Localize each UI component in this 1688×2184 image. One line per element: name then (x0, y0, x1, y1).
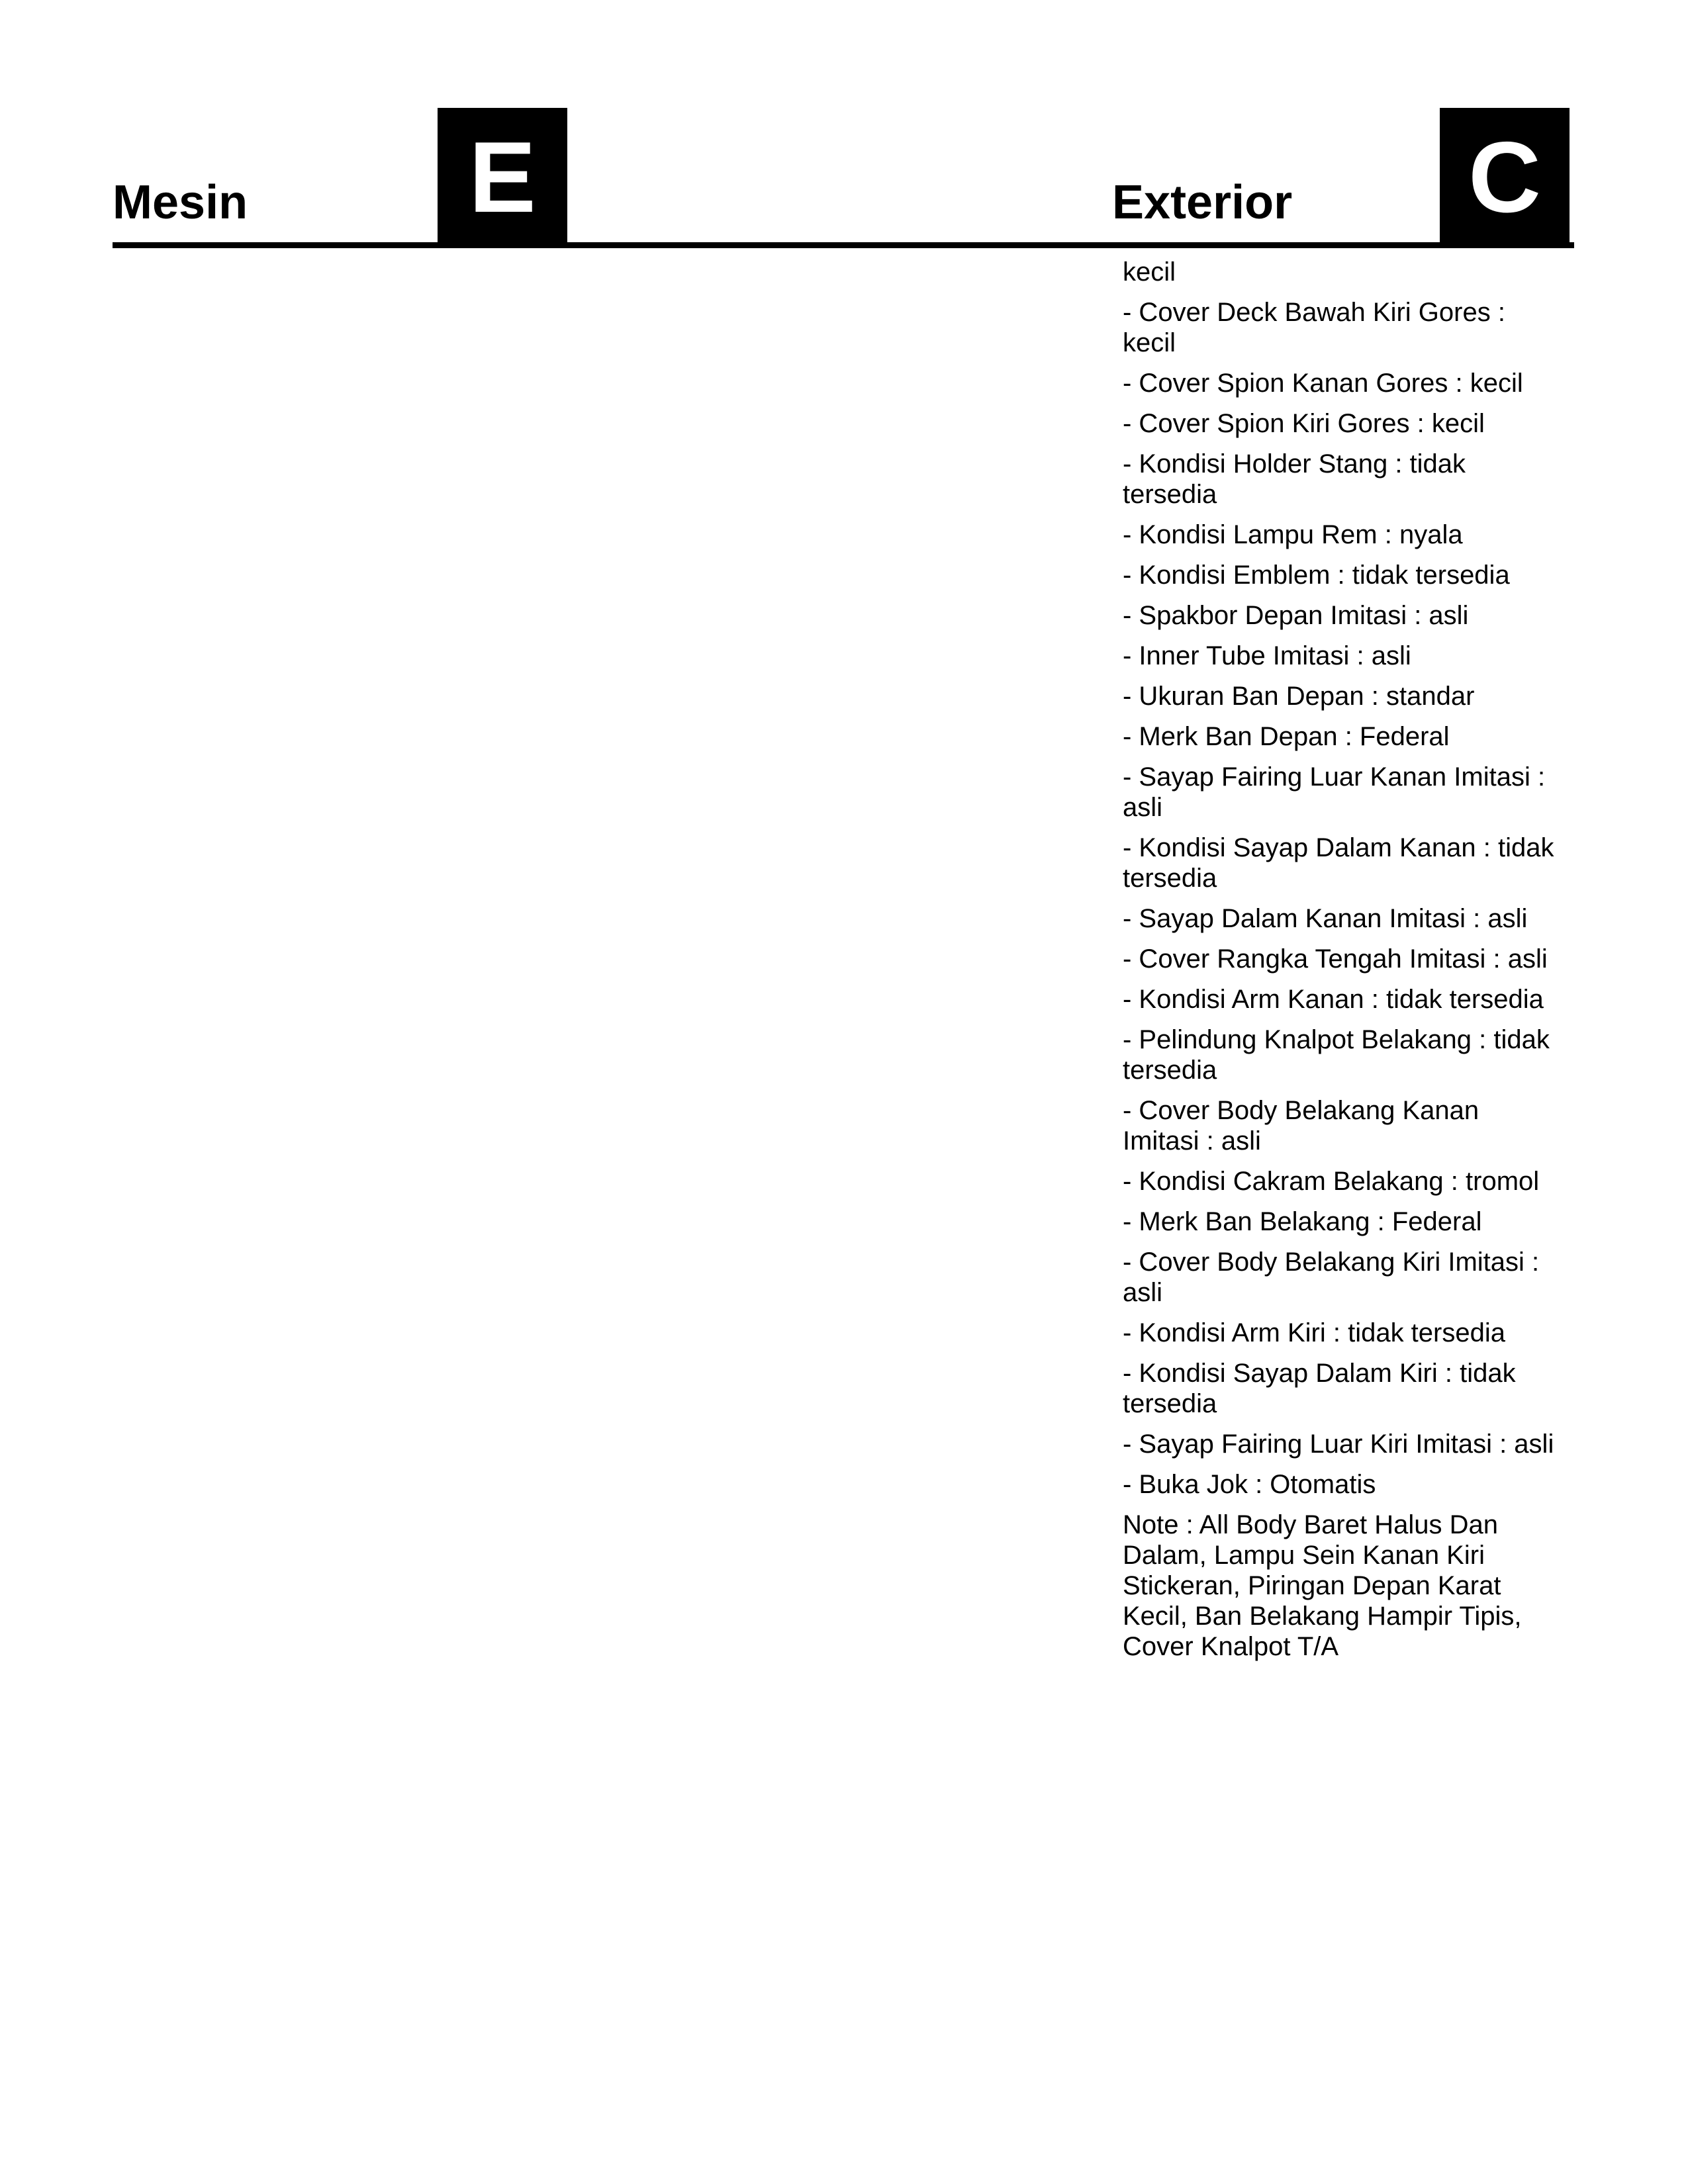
exterior-item: - Kondisi Sayap Dalam Kanan : tidak tersedia (1123, 833, 1554, 893)
exterior-item: - Sayap Fairing Luar Kiri Imitasi : asli (1123, 1430, 1554, 1459)
exterior-item: - Spakbor Depan Imitasi : asli (1123, 601, 1469, 630)
exterior-item: - Cover Body Belakang Kanan Imitasi : asli (1123, 1096, 1479, 1156)
mesin-section-title: Mesin (113, 176, 248, 229)
exterior-item: kecil (1123, 257, 1176, 287)
exterior-item: - Inner Tube Imitasi : asli (1123, 641, 1411, 670)
exterior-item: - Sayap Fairing Luar Kanan Imitasi : asli (1123, 762, 1546, 822)
exterior-item: - Cover Deck Bawah Kiri Gores : kecil (1123, 298, 1505, 357)
exterior-item: - Merk Ban Belakang : Federal (1123, 1207, 1482, 1236)
exterior-item: - Kondisi Arm Kanan : tidak tersedia (1123, 985, 1544, 1014)
exterior-item: - Kondisi Cakram Belakang : tromol (1123, 1167, 1540, 1196)
exterior-item: - Cover Spion Kiri Gores : kecil (1123, 409, 1485, 438)
exterior-item: - Cover Spion Kanan Gores : kecil (1123, 369, 1523, 398)
exterior-item: - Kondisi Sayap Dalam Kiri : tidak tersedia (1123, 1359, 1516, 1418)
exterior-section-badge: C (1440, 108, 1570, 247)
exterior-item: - Cover Body Belakang Kiri Imitasi : asli (1123, 1248, 1540, 1307)
exterior-item: - Sayap Dalam Kanan Imitasi : asli (1123, 904, 1528, 933)
exterior-note: Note : All Body Baret Halus Dan Dalam, Lampu Sein Kanan Kiri Stickeran, Piringan Depan Karat Kecil, Ban Belakang Hampir Tipis, Cover Knalpot T/A (1123, 1510, 1522, 1661)
header-divider (113, 242, 1574, 248)
exterior-section-title: Exterior (1112, 176, 1293, 229)
mesin-section-badge: E (438, 108, 567, 247)
exterior-item: - Kondisi Lampu Rem : nyala (1123, 520, 1463, 549)
exterior-item: - Merk Ban Depan : Federal (1123, 722, 1450, 751)
exterior-item: - Cover Rangka Tengah Imitasi : asli (1123, 944, 1548, 974)
exterior-item: - Kondisi Holder Stang : tidak tersedia (1123, 449, 1466, 509)
exterior-item: - Kondisi Arm Kiri : tidak tersedia (1123, 1318, 1505, 1347)
exterior-item: - Pelindung Knalpot Belakang : tidak tersedia (1123, 1025, 1550, 1085)
exterior-item: - Kondisi Emblem : tidak tersedia (1123, 561, 1510, 590)
exterior-item: - Ukuran Ban Depan : standar (1123, 682, 1475, 711)
exterior-item: - Buka Jok : Otomatis (1123, 1470, 1376, 1499)
exterior-details (1123, 257, 1560, 1672)
